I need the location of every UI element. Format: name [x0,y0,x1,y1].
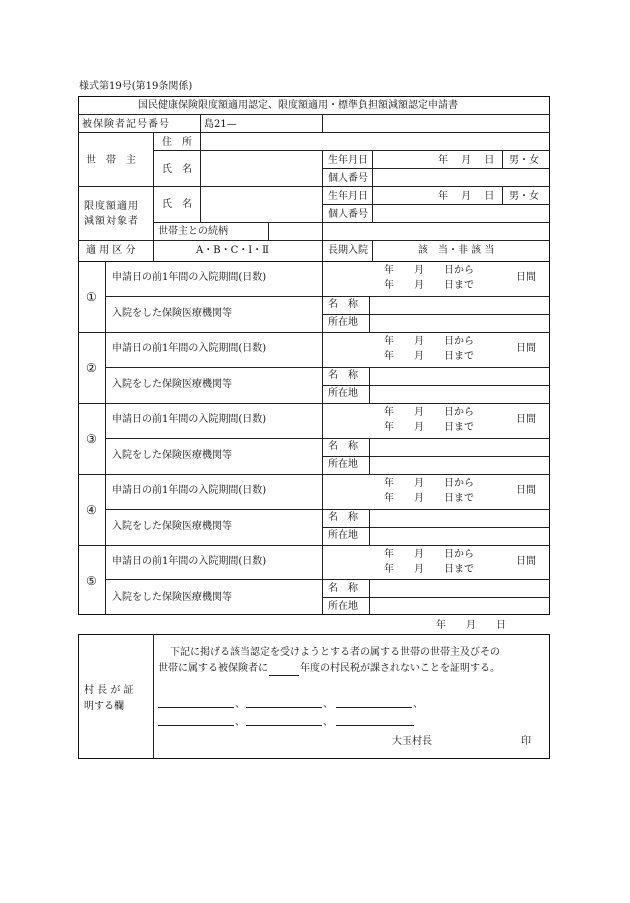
target-birth-value[interactable]: 年 月 日 [438,191,495,202]
stay-location-label: 所在地 [328,388,358,399]
stay-number: ② [86,361,97,375]
household-address-label: 住 所 [162,137,192,148]
stay-institution-label: 入院をした保険医療機関等 [112,521,232,532]
stay-to[interactable]: 年 月 日まで [384,564,474,575]
stay-period-label: 申請日の前1年間の入院期間(日数) [112,343,267,354]
stay-from[interactable]: 年 月 日から [384,478,474,489]
stay-period-label: 申請日の前1年間の入院期間(日数) [112,485,267,496]
form-title: 国民健康保険限度額適用認定、限度額適用・標準負担額減額認定申請書 [138,100,458,111]
stay-to[interactable]: 年 月 日まで [384,280,474,291]
stay-days[interactable]: 日間 [516,414,536,425]
stay-to[interactable]: 年 月 日まで [384,422,474,433]
stay-name-label: 名 称 [328,583,358,594]
insured-number-label: 被保険者記号番号 [82,119,170,130]
certification-label-2: 明する欄 [84,701,124,712]
seal-mark: 印 [521,736,531,747]
stay-to[interactable]: 年 月 日まで [384,493,474,504]
stay-name-label: 名 称 [328,512,358,523]
stay-days[interactable]: 日間 [516,272,536,283]
stay-number: ③ [86,432,97,446]
signature-blank-line[interactable] [158,707,234,708]
stay-period-label: 申請日の前1年間の入院期間(日数) [112,556,267,567]
certification-text-2b: 年度の村民税が課されないことを証明する。 [300,663,500,674]
stay-from[interactable]: 年 月 日から [384,336,474,347]
signature-blank-line[interactable] [336,707,412,708]
application-date[interactable]: 年 月 日 [436,620,506,631]
stay-institution-label: 入院をした保険医療機関等 [112,450,232,461]
certification-label-1: 村 長 が 証 [84,685,134,696]
stay-institution-label: 入院をした保険医療機関等 [112,379,232,390]
target-birth-label: 生年月日 [328,191,368,202]
form-number: 様式第19号(第19条関係) [79,81,193,92]
insured-number-prefix[interactable]: 島21— [204,119,237,130]
separator-comma: 、 [323,699,333,710]
target-person-label-1: 限度額適用 [84,201,139,212]
stay-days[interactable]: 日間 [516,343,536,354]
long-term-value[interactable]: 該 当・非 該 当 [418,245,495,256]
signature-blank-line[interactable] [246,707,322,708]
stay-number: ① [86,290,97,304]
household-head-label: 世 帯 主 [86,155,136,166]
target-id-label: 個人番号 [328,209,368,220]
stay-days[interactable]: 日間 [516,556,536,567]
stay-period-label: 申請日の前1年間の入院期間(日数) [112,414,267,425]
certification-text-1: 下記に掲げる該当認定を受けようとする者の属する世帯の世帯主及びその [170,647,500,658]
mayor-name: 大玉村長 [392,736,432,747]
long-term-label: 長期入院 [328,245,368,256]
target-relation-label: 世帯主との続柄 [158,226,228,237]
separator-comma: 、 [413,699,423,710]
target-name-label: 氏 名 [162,199,192,210]
stay-days[interactable]: 日間 [516,485,536,496]
certification-year-blank[interactable] [269,675,299,676]
stay-from[interactable]: 年 月 日から [384,549,474,560]
stay-institution-label: 入院をした保険医療機関等 [112,308,232,319]
certification-text-2a: 世帯に属する被保険者に [158,663,268,674]
separator-comma: 、 [235,699,245,710]
stay-location-label: 所在地 [328,601,358,612]
stay-location-label: 所在地 [328,459,358,470]
stay-location-label: 所在地 [328,317,358,328]
stay-number: ④ [86,503,97,517]
household-id-label: 個人番号 [328,173,368,184]
signature-blank-line[interactable] [336,725,414,726]
stay-location-label: 所在地 [328,530,358,541]
household-name-label: 氏 名 [162,164,192,175]
stay-name-label: 名 称 [328,370,358,381]
stay-from[interactable]: 年 月 日から [384,265,474,276]
category-label: 適 用 区 分 [86,245,136,256]
stay-number: ⑤ [86,574,97,588]
signature-blank-line[interactable] [158,725,234,726]
signature-blank-line[interactable] [246,725,322,726]
separator-comma: 、 [235,717,245,728]
household-birth-label: 生年月日 [328,155,368,166]
category-value[interactable]: A・B・C・Ⅰ・Ⅱ [196,245,269,256]
household-birth-value[interactable]: 年 月 日 [438,155,495,166]
target-sex[interactable]: 男・女 [509,191,539,202]
separator-comma: 、 [323,717,333,728]
target-person-label-2: 減額対象者 [84,216,139,227]
stay-to[interactable]: 年 月 日まで [384,351,474,362]
stay-name-label: 名 称 [328,441,358,452]
stay-from[interactable]: 年 月 日から [384,407,474,418]
stay-name-label: 名 称 [328,299,358,310]
household-sex[interactable]: 男・女 [509,155,539,166]
stay-period-label: 申請日の前1年間の入院期間(日数) [112,272,267,283]
stay-institution-label: 入院をした保険医療機関等 [112,592,232,603]
